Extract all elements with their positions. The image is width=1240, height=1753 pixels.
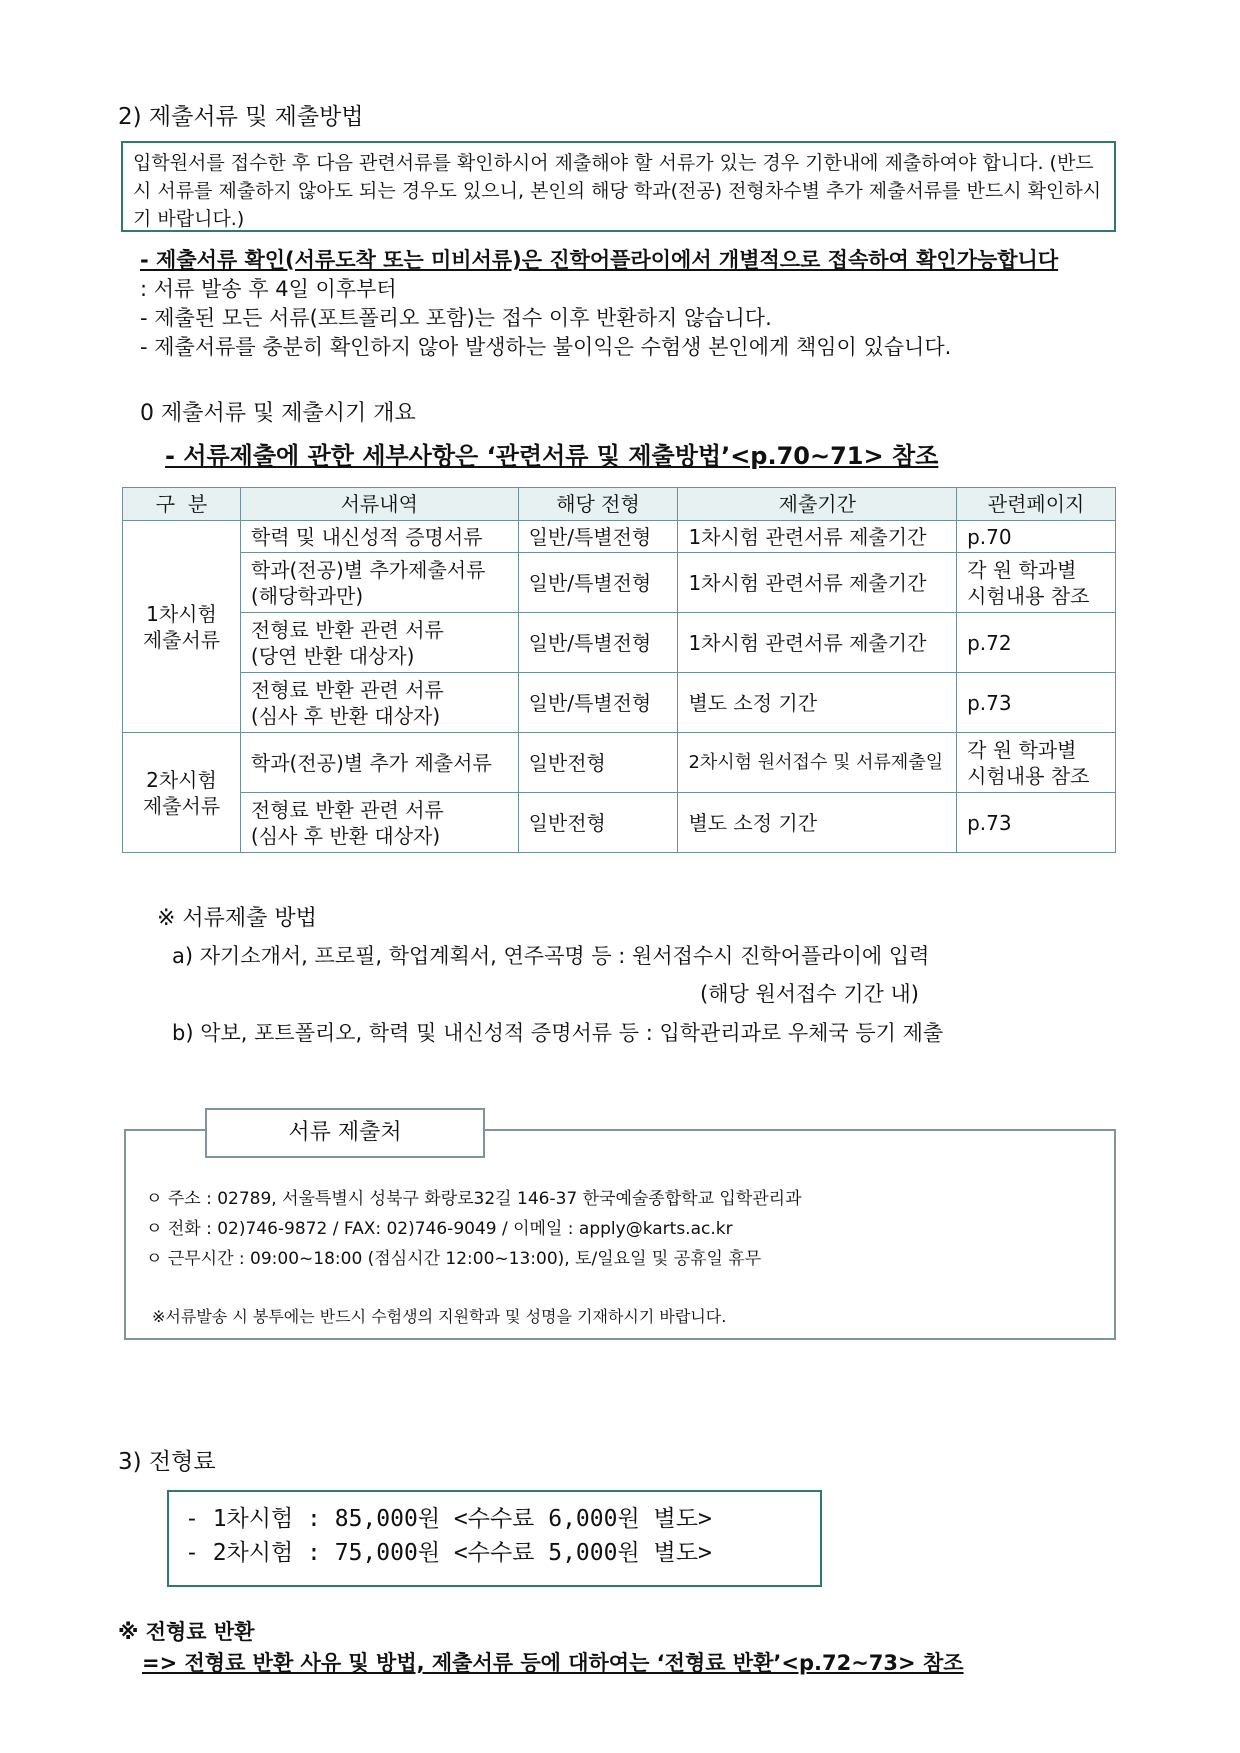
section3-title: 3) 전형료 [118,1449,216,1475]
bullet-check-documents: - 제출서류 확인(서류도착 또는 미비서류)은 진학어플라이에서 개별적으로 접속하여 확인가능합니다 [140,248,1059,272]
fee-second-exam: - 2차시험 : 75,000원 <수수료 5,000원 별도> [185,1540,712,1566]
table-row [123,793,1116,853]
table-row [123,613,1116,673]
row-page: p.72 [957,613,1116,673]
row-period: 2차시험 원서접수 및 서류제출일 [678,733,957,793]
row-document: 전형료 반환 관련 서류 (심사 후 반환 대상자) [240,673,518,733]
refund-title: ※ 전형료 반환 [118,1620,255,1644]
method-a: a) 자기소개서, 프로필, 학업계획서, 연주곡명 등 : 원서접수시 진학어플라이에 입력 [172,944,930,968]
destination-hours: ㅇ 근무시간 : 09:00~18:00 (점심시간 12:00~13:00), 토/일요일 및 공휴일 휴무 [146,1249,762,1269]
row-page: p.73 [957,793,1116,853]
destination-address: ㅇ 주소 : 02789, 서울특별시 성북구 화랑로32길 146-37 한국예술종합학교 입학관리과 [146,1189,802,1209]
row-type: 일반전형 [518,793,678,853]
overview-title: 0 제출서류 및 제출시기 개요 [140,401,416,426]
table-row [123,521,1116,553]
table-header-row [123,488,1116,521]
group-first-exam: 1차시험 제출서류 [123,521,241,733]
table-row [123,733,1116,793]
row-type: 일반/특별전형 [518,673,678,733]
row-document: 학력 및 내신성적 증명서류 [240,521,518,553]
method-b: b) 악보, 포트폴리오, 학력 및 내신성적 증명서류 등 : 입학관리과로 우체국 등기 제출 [172,1021,944,1045]
table-row [123,673,1116,733]
row-period: 1차시험 관련서류 제출기간 [678,553,957,613]
documents-table [122,487,1116,853]
row-document: 학과(전공)별 추가 제출서류 [240,733,518,793]
row-document: 학과(전공)별 추가제출서류 (해당학과만) [240,553,518,613]
header-period: 제출기간 [678,488,957,521]
method-title: ※ 서류제출 방법 [157,906,317,931]
row-type: 일반전형 [518,733,678,793]
group-second-exam: 2차시험 제출서류 [123,733,241,853]
row-type: 일반/특별전형 [518,521,678,553]
bullet-check-documents-sub: : 서류 발송 후 4일 이후부터 [140,277,397,301]
destination-phone: ㅇ 전화 : 02)746-9872 / FAX: 02)746-9049 / 이메일 : apply@karts.ac.kr [146,1219,733,1239]
header-document: 서류내역 [240,488,518,521]
header-admission-type: 해당 전형 [518,488,678,521]
destination-note: ※서류발송 시 봉투에는 반드시 수험생의 지원학과 및 성명을 기재하시기 바랍니다. [152,1307,727,1326]
notice-text: 입학원서를 접수한 후 다음 관련서류를 확인하시어 제출해야 할 서류가 있는 경우 기한내에 제출하여야 합니다. (반드시 서류를 제출하지 않아도 되는 경우도 있으니, 본인의 해당 학과(전공) 전형차수별 추가 제출서류를 반드시 확인하시기 바랍니다.) [133,152,1102,230]
row-period: 1차시험 관련서류 제출기간 [678,521,957,553]
section2-title: 2) 제출서류 및 제출방법 [118,104,364,130]
row-document: 전형료 반환 관련 서류 (당연 반환 대상자) [240,613,518,673]
table-row [123,553,1116,613]
row-page: p.73 [957,673,1116,733]
bullet-no-return: - 제출된 모든 서류(포트폴리오 포함)는 접수 이후 반환하지 않습니다. [140,306,772,330]
row-period: 1차시험 관련서류 제출기간 [678,613,957,673]
header-page: 관련페이지 [957,488,1116,521]
method-a-sub: (해당 원서접수 기간 내) [700,982,919,1006]
refund-reference: => 전형료 반환 사유 및 방법, 제출서류 등에 대하여는 ‘전형료 반환’<p.72~73> 참조 [142,1651,964,1675]
overview-reference: - 서류제출에 관한 세부사항은 ‘관련서류 및 제출방법’<p.70~71> 참조 [165,442,939,470]
row-period: 별도 소정 기간 [678,793,957,853]
row-period: 별도 소정 기간 [678,673,957,733]
row-type: 일반/특별전형 [518,613,678,673]
row-type: 일반/특별전형 [518,553,678,613]
destination-title: 서류 제출처 [205,1108,485,1158]
row-page: 각 원 학과별 시험내용 참조 [957,553,1116,613]
notice-box [121,141,1116,232]
row-page: p.70 [957,521,1116,553]
bullet-responsibility: - 제출서류를 충분히 확인하지 않아 발생하는 불이익은 수험생 본인에게 책임이 있습니다. [140,335,952,359]
row-page: 각 원 학과별 시험내용 참조 [957,733,1116,793]
row-document: 전형료 반환 관련 서류 (심사 후 반환 대상자) [240,793,518,853]
fee-box [167,1490,822,1587]
fee-first-exam: - 1차시험 : 85,000원 <수수료 6,000원 별도> [185,1506,712,1532]
header-category: 구 분 [123,488,241,521]
